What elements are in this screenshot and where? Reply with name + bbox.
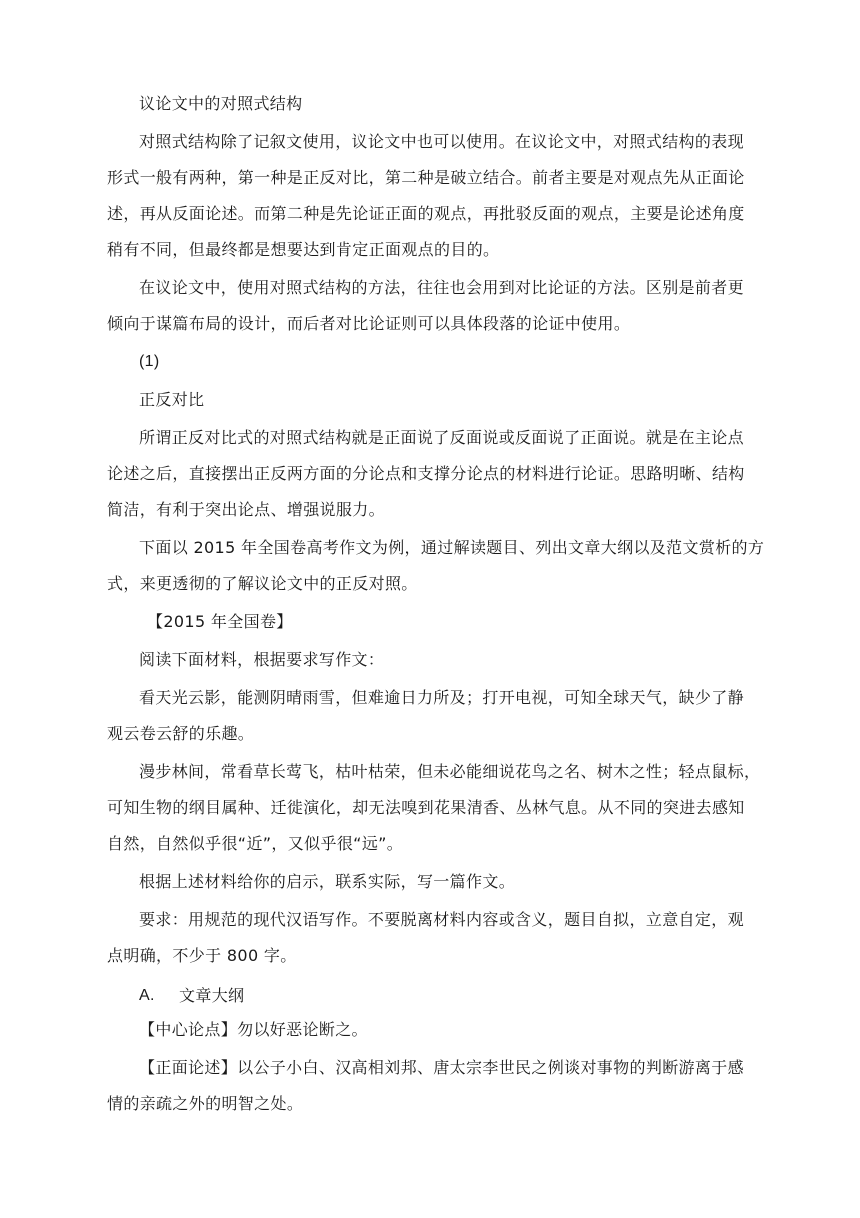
paragraph-line: 对照式结构除了记叙文使用，议论文中也可以使用。在议论文中，对照式结构的表现	[139, 132, 744, 151]
paragraph-line: 论述之后，直接摆出正反两方面的分论点和支撑分论点的材料进行论证。思路明晰、结构	[107, 464, 745, 483]
paragraph-line: 形式一般有两种，第一种是正反对比，第二种是破立结合。前者主要是对观点先从正面论	[107, 168, 745, 187]
requirement-line: 要求：用规范的现代汉语写作。不要脱离材料内容或含义，题目自拟，立意自定，观	[139, 910, 744, 929]
paragraph-line: 稍有不同，但最终都是想要达到肯定正面观点的目的。	[107, 240, 500, 259]
material-line: 自然，自然似乎很“近”，又似乎很“远”。	[107, 834, 404, 853]
positive-argument-line: 情的亲疏之外的明智之处。	[107, 1094, 304, 1113]
positive-argument-line: 【正面论述】以公子小白、汉高相刘邦、唐太宗李世民之例谈对事物的判断游离于感	[139, 1058, 744, 1077]
item-number: (1)	[139, 353, 160, 370]
paragraph-line: 式，来更透彻的了解议论文中的正反对照。	[107, 574, 418, 593]
paragraph-line: 下面以 2015 年全国卷高考作文为例，通过解读题目、列出文章大纲以及范文赏析的方	[139, 538, 765, 557]
requirement-line: 点明确，不少于 800 字。	[107, 946, 297, 965]
paragraph-line: 所谓正反对比式的对照式结构就是正面说了反面说或反面说了正面说。就是在主论点	[139, 428, 744, 447]
instruction-line: 阅读下面材料，根据要求写作文：	[139, 650, 385, 669]
outline-letter: A.	[139, 987, 155, 1004]
material-line: 观云卷云舒的乐趣。	[107, 724, 255, 743]
item-title: 正反对比	[139, 390, 205, 409]
material-line: 看天光云影，能测阴晴雨雪，但难逾日力所及；打开电视，可知全球天气，缺少了静	[139, 688, 744, 707]
outline-title: 文章大纲	[179, 986, 245, 1005]
paragraph-line: 在议论文中，使用对照式结构的方法，往往也会用到对比论证的方法。区别是前者更	[139, 278, 744, 297]
central-thesis: 【中心论点】勿以好恶论断之。	[139, 1020, 368, 1039]
material-line: 漫步林间，常看草长莺飞，枯叶枯荣，但未必能细说花鸟之名、树木之性；轻点鼠标，	[139, 762, 761, 781]
paragraph-line: 倾向于谋篇布局的设计，而后者对比论证则可以具体段落的论证中使用。	[107, 314, 631, 333]
exam-label: 【2015 年全国卷】	[147, 612, 293, 631]
task-line: 根据上述材料给你的启示，联系实际，写一篇作文。	[139, 872, 516, 891]
paragraph-line: 简洁，有利于突出论点、增强说服力。	[107, 500, 385, 519]
material-line: 可知生物的纲目属种、迁徙演化，却无法嗅到花果清香、丛林气息。从不同的突进去感知	[107, 798, 745, 817]
paragraph-line: 述，再从反面论述。而第二种是先论证正面的观点，再批驳反面的观点，主要是论述角度	[107, 204, 745, 223]
section-heading: 议论文中的对照式结构	[139, 94, 303, 113]
